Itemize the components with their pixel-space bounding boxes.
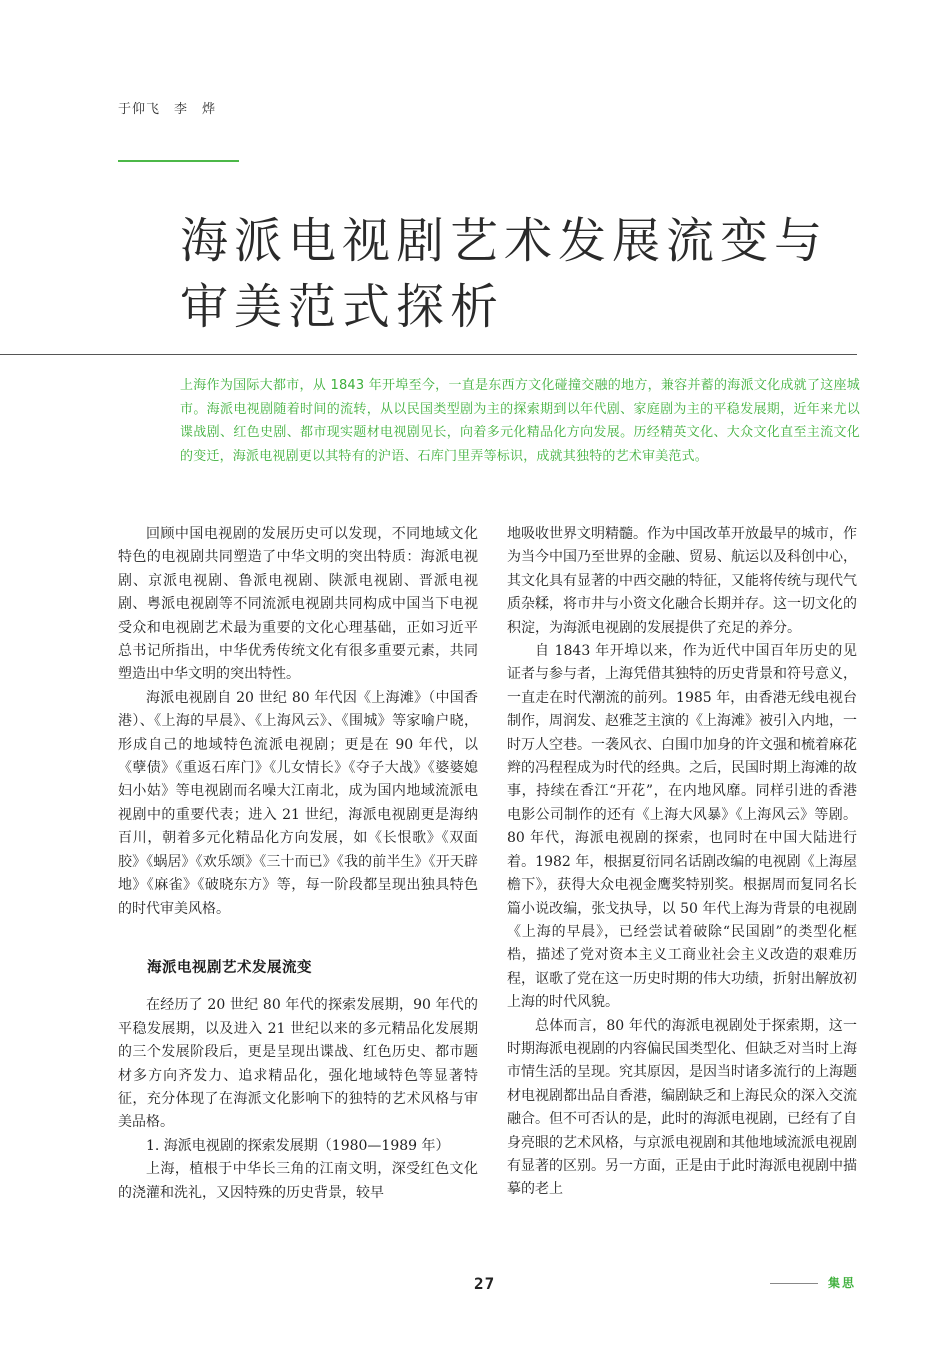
accent-rule [118, 160, 239, 162]
body-column-left [118, 523, 478, 1205]
paragraph: 回顾中国电视剧的发展历史可以发现，不同地域文化特色的电视剧共同塑造了中华文明的突出特质：海派电视剧、京派电视剧、鲁派电视剧、陕派电视剧、晋派电视剧、粤派电视剧等不同流派电视剧共同构成中国当下电视受众和电视剧艺术最为重要的文化心理基础，正如习近平总书记所指出，中华优秀传统文化有很多重要元素，共同塑造出中华文明的突出特性。 [118, 526, 478, 683]
article-abstract: 上海作为国际大都市，从 1843 年开埠至今，一直是东西方文化碰撞交融的地方，兼容并蓄的海派文化成就了这座城市。海派电视剧随着时间的流转，从以民国类型剧为主的探索期到以年代剧、家庭剧为主的平稳发展期，近年来尤以谍战剧、红色史剧、都市现实题材电视剧见长，向着多元化精品化方向发展。历经精英文化、大众文化直至主流文化的变迁，海派电视剧更以其特有的沪语、石库门里弄等标识，成就其独特的艺术审美范式。 [180, 378, 860, 464]
paragraph: 总体而言，80 年代的海派电视剧处于探索期，这一时期海派电视剧的内容偏民国类型化、但缺乏对当时上海市情生活的呈现。究其原因，是因当时诸多流行的上海题材电视剧都出品自香港，编剧缺乏和上海民众的深入交流融合。但不可否认的是，此时的海派电视剧，已经有了自身亮眼的艺术风格，与京派电视剧和其他地域流派电视剧有显著的区别。另一方面，正是由于此时海派电视剧中描摹的老上 [507, 1017, 857, 1198]
page-number: 27 [474, 1274, 496, 1293]
paragraph: 自 1843 年开埠以来，作为近代中国百年历史的见证者与参与者，上海凭借其独特的历史背景和符号意义，一直走在时代潮流的前列。1985 年，由香港无线电视台制作，周润发、赵雅芝主演的《上海滩》被引入内地，一时万人空巷。一袭风衣、白围巾加身的许文强和梳着麻花辫的冯程程成为时代的经典。之后，民国时期上海滩的故事，持续在香江“开花”，在内地风靡。同样引进的香港电影公司制作的还有《上海大风暴》《上海风云》等剧。80 年代，海派电视剧的探索，也同时在中国大陆进行着。1982 年，根据夏衍同名话剧改编的电视剧《上海屋檐下》，获得大众电视金鹰奖特别奖。根据周而复同名长篇小说改编，张戈执导，以 50 年代上海为背景的电视剧《上海的早晨》，已经尝试着破除“民国剧”的类型化框梏，描述了党对资本主义工商业社会主义改造的艰难历程，讴歌了党在这一历史时期的伟大功绩，折射出解放初上海的时代风貌。 [507, 643, 857, 1011]
article-title [180, 208, 880, 340]
title-divider [0, 354, 857, 355]
title-line-1: 海派电视剧艺术发展流变与 [180, 213, 829, 269]
paragraph: 在经历了 20 世纪 80 年代的探索发展期，90 年代的平稳发展期，以及进入 21 世纪以来的多元精品化发展期的三个发展阶段后，更是呈现出谍战、红色历史、都市题材多方向齐发力、追求精品化，强化地域特色等显著特征，充分体现了在海派文化影响下的独特的艺术风格与审美品格。 [118, 997, 478, 1131]
paragraph: 上海，植根于中华长三角的江南文明，深受红色文化的浇灌和洗礼，又因特殊的历史背景，较早 [118, 1161, 478, 1201]
author-names: 于仰飞 李 烨 [118, 102, 217, 117]
body-column-right [507, 523, 857, 1202]
title-line-2: 审美范式探析 [180, 279, 505, 335]
section-label: 集思 [828, 1276, 857, 1290]
footer-rule [770, 1283, 818, 1284]
paragraph: 海派电视剧自 20 世纪 80 年代因《上海滩》（中国香港）、《上海的早晨》、《上海风云》、《围城》等家喻户晓，形成自己的地域特色流派电视剧；更是在 90 年代，以《孽债》《重返石库门》《儿女情长》《夺子大战》《婆婆媳妇小姑》等电视剧而名噪大江南北，成为国内地域流派电视剧中的重要代表；进入 21 世纪，海派电视剧更是海纳百川，朝着多元化精品化方向发展，如《长恨歌》《双面胶》《蜗居》《欢乐颂》《三十而已》《我的前半生》《开天辟地》《麻雀》《破晓东方》等，每一阶段都呈现出独具特色的时代审美风格。 [118, 689, 478, 917]
section-heading: 海派电视剧艺术发展流变 [147, 959, 312, 976]
subsection-heading: 1. 海派电视剧的探索发展期（1980—1989 年） [146, 1137, 450, 1154]
paragraph: 地吸收世界文明精髓。作为中国改革开放最早的城市，作为当今中国乃至世界的金融、贸易、航运以及科创中心，其文化具有显著的中西交融的特征，又能将传统与现代气质杂糅，将市井与小资文化融合长期并存。这一切文化的积淀，为海派电视剧的发展提供了充足的养分。 [507, 526, 857, 636]
